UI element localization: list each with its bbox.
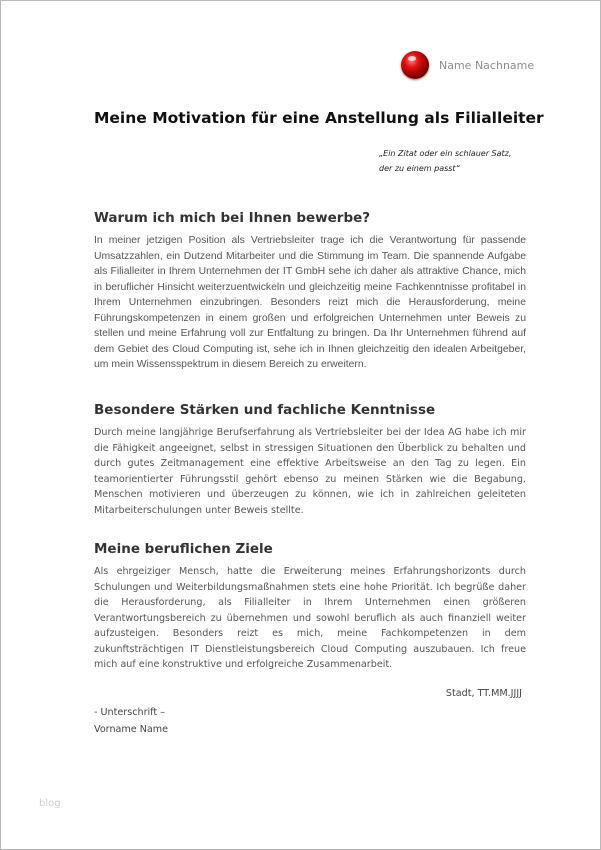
quote-line-1: „Ein Zitat oder ein schlauer Satz, xyxy=(379,149,512,158)
sender-name: Name Nachname xyxy=(439,58,535,72)
section-heading: Meine beruflichen Ziele xyxy=(94,541,273,557)
signer-name: Vorname Name xyxy=(94,724,169,735)
section-goals xyxy=(94,541,526,673)
section-strengths xyxy=(94,402,526,518)
quote-line-2: der zu einem passt“ xyxy=(379,164,460,173)
quote xyxy=(379,146,539,176)
section-body: Als ehrgeiziger Mensch, hatte die Erweiterung meines Erfahrungshorizonts durch Schulungen und Weiterbildungsmaßnahmen stets eine hohe Priorität. Ich begrüße daher die Herausforderung, als Filialleiter in Ihrem Unternehmen einen größeren Verantwortungsbereich zu übernehmen und sowohl beruflich als auch finanziell weiter aufzusteigen. Besonders reizt es mich, meine Fachkompetenzen in dem zukunftsträchtigen IT Dienstleistungsbereich Cloud Computing auszubauen. Ich freue mich auf eine konstruktive und erfolgreiche Zusammenarbeit. xyxy=(94,566,526,670)
section-body: Durch meine langjährige Berufserfahrung als Vertriebsleiter bei der Idea AG habe ich mir die Fähigkeit angeeignet, selbst in stressigen Situationen den Überblick zu behalten und durch gutes Zeitmanagement eine effektive Arbeitsweise an den Tag zu legen. Ein teamorientierter Führungsstil gehört ebenso zu meinen Stärken wie die Begabung, Menschen motivieren und überzeugen zu können, wie ich in zahlreichen geleiteten Mitarbeiterschulungen unter Beweis stellte. xyxy=(94,427,526,516)
watermark: blog xyxy=(39,798,61,809)
letter-title: Meine Motivation für eine Anstellung als Filialleiter xyxy=(94,109,544,127)
avatar xyxy=(401,51,429,79)
section-why-apply xyxy=(94,210,526,373)
letter-header xyxy=(401,51,534,79)
place-date: Stadt, TT.MM.JJJJ xyxy=(445,688,522,699)
section-heading: Besondere Stärken und fachliche Kenntnisse xyxy=(94,402,436,418)
section-body: In meiner jetzigen Position als Vertriebsleiter trage ich die Verantwortung für passende Umsatzzahlen, ein Dutzend Mitarbeiter und die Stimmung im Team. Die spannende Aufgabe als Filialleiter in Ihrem Unternehmen der IT GmbH sehe ich daher als attraktive Chance, mich in beruflicher Hinsicht weiterzuentwickeln und gleichzeitig meine Fachkenntnisse profitabel in Ihrem Unternehmen einzubringen. Besonders reizt mich die Herausforderung, meine Führungskompetenzen in einem großen und erfolgreichen Unternehmen unter Beweis zu stellen und meine Erfahrung voll zur Entfaltung zu bringen. Da Ihr Unternehmen führend auf dem Gebiet des Cloud Computing ist, sehe ich in Ihnen gleichzeitig den idealen Arbeitgeber, um mein Wissensspektrum in diesem Bereich zu erweitern. xyxy=(94,235,526,370)
section-heading: Warum ich mich bei Ihnen bewerbe? xyxy=(94,210,371,226)
signature-line: - Unterschrift – xyxy=(94,707,166,718)
